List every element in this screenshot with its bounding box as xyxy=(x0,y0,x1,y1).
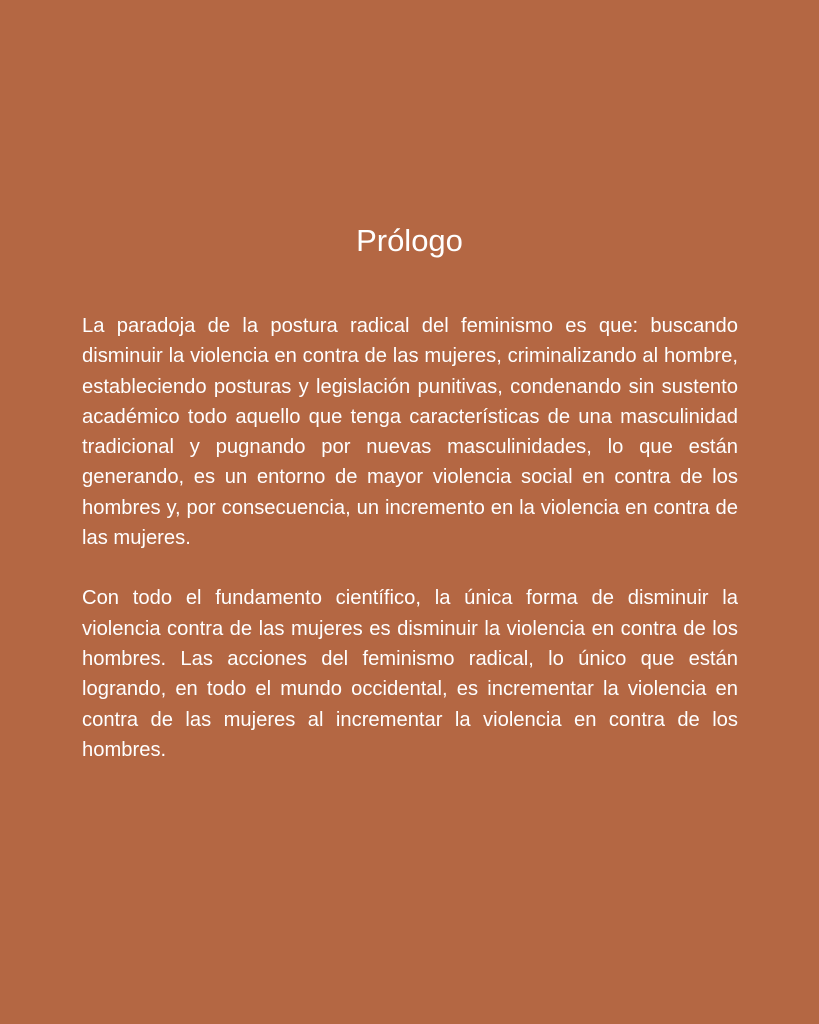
page-title: Prólogo xyxy=(356,223,463,258)
paragraph-1: La paradoja de la postura radical del feminismo es que: buscando disminuir la violencia en contra de las mujeres, criminalizando al hombre, estableciendo posturas y legislación punitivas, condenando sin sustento académico todo aquello que tenga características de una masculinidad tradicional y pugnando por nuevas masculinidades, lo que están generando, es un entorno de mayor violencia social en contra de los hombres y, por consecuencia, un incremento en la violencia en contra de las mujeres. xyxy=(82,315,738,550)
body-text xyxy=(82,311,738,795)
paragraph-2: Con todo el fundamento científico, la única forma de disminuir la violencia contra de las mujeres es disminuir la violencia en contra de los hombres. Las acciones del feminismo radical, lo único que están logrando, en todo el mundo occidental, es incrementar la violencia en contra de las mujeres al incrementar la violencia en contra de los hombres. xyxy=(82,587,738,761)
